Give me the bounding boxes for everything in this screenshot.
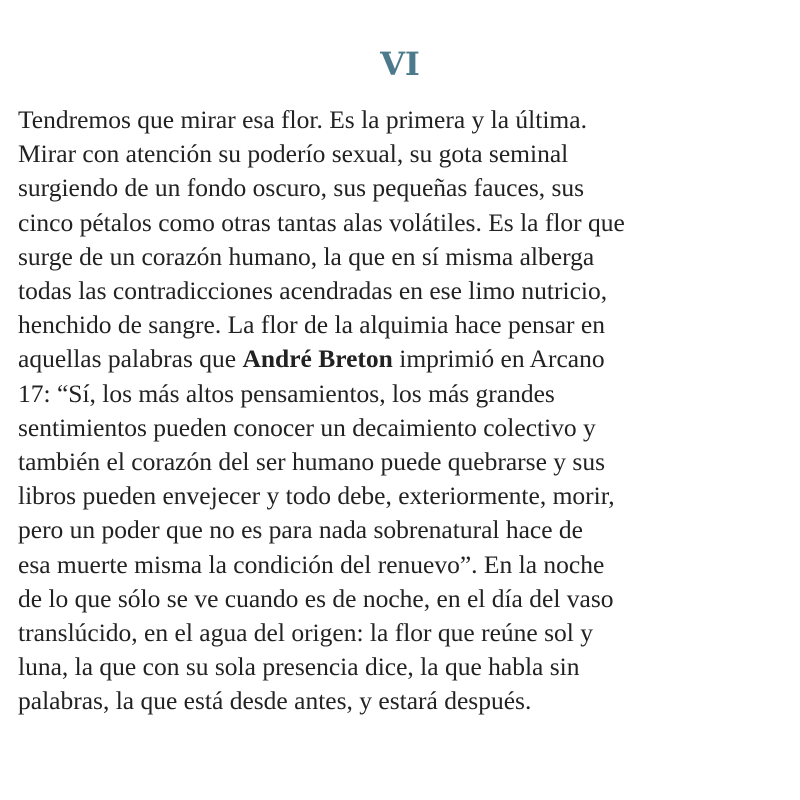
body-paragraph xyxy=(18,103,790,719)
paragraph-line: todas las contradicciones acendradas en ese limo nutricio, xyxy=(18,276,608,306)
paragraph-line: luna, la que con su sola presencia dice, la que habla sin xyxy=(18,652,580,682)
author-name: André Breton xyxy=(242,344,393,374)
paragraph-line: cinco pétalos como otras tantas alas volátiles. Es la flor que xyxy=(18,207,625,237)
paragraph-line: pero un poder que no es para nada sobrenatural hace de xyxy=(18,515,583,545)
paragraph-line: libros pueden envejecer y todo debe, exteriormente, morir, xyxy=(18,481,615,511)
paragraph-line: de lo que sólo se ve cuando es de noche, en el día del vaso xyxy=(18,583,614,613)
paragraph-line: esa muerte misma la condición del renuevo”. En la noche xyxy=(18,549,605,579)
paragraph-line: Mirar con atención su poderío sexual, su gota seminal xyxy=(18,139,569,169)
paragraph-line: Tendremos que mirar esa flor. Es la primera y la última. xyxy=(18,105,587,134)
paragraph-line: 17: “Sí, los más altos pensamientos, los más grandes xyxy=(18,378,555,408)
paragraph-line: palabras, la que está desde antes, y estará después. xyxy=(18,686,532,716)
paragraph-line: henchido de sangre. La flor de la alquimia hace pensar en xyxy=(18,310,605,340)
paragraph-line: translúcido, en el agua del origen: la flor que reúne sol y xyxy=(18,618,593,648)
paragraph-line: también el corazón del ser humano puede quebrarse y sus xyxy=(18,447,605,477)
paragraph-line-author xyxy=(18,342,790,376)
line-text-after: imprimió en Arcano xyxy=(392,344,605,374)
line-text-before: aquellas palabras que xyxy=(18,344,243,374)
paragraph-line: sentimientos pueden conocer un decaimiento colectivo y xyxy=(18,412,596,442)
chapter-title: VI xyxy=(380,45,420,83)
paragraph-line: surgiendo de un fondo oscuro, sus pequeñas fauces, sus xyxy=(18,173,585,203)
paragraph-line: surge de un corazón humano, la que en sí misma alberga xyxy=(18,241,595,271)
